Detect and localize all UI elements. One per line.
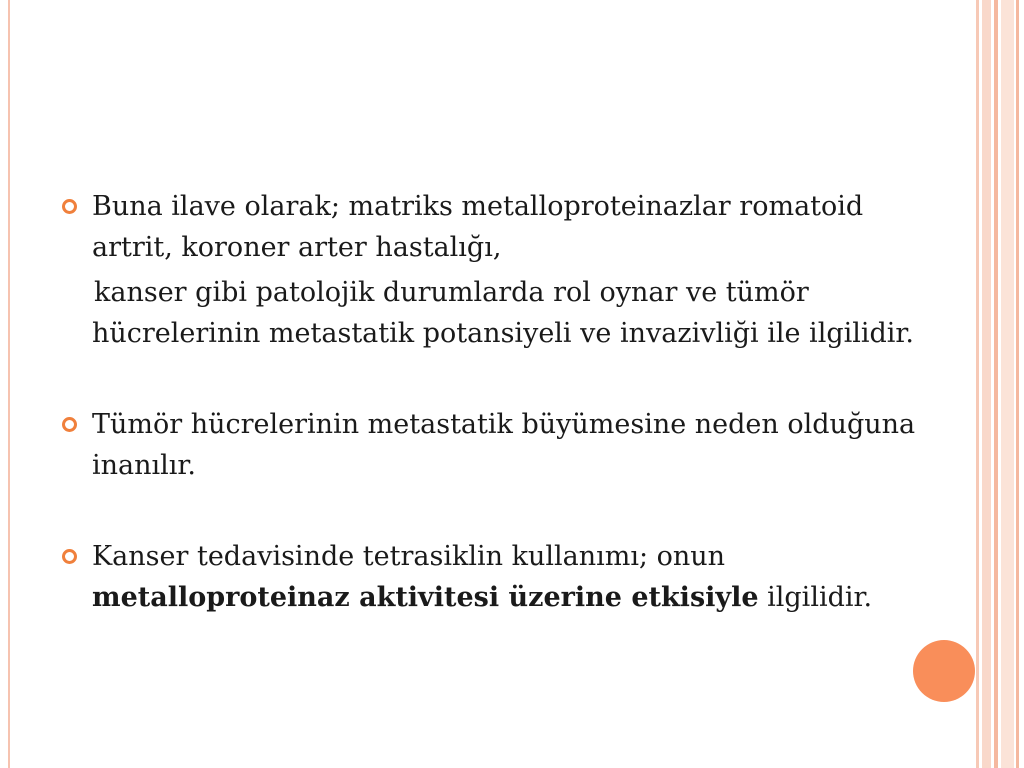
bullet-item	[62, 536, 922, 618]
accent-circle	[913, 640, 975, 702]
right-decor-stripe	[1001, 0, 1014, 768]
bullet-item	[62, 186, 922, 268]
bullet-text-end: ilgilidir.	[767, 582, 873, 613]
right-decor-stripe	[976, 0, 979, 768]
slide-body	[62, 186, 922, 618]
bullet-circle-icon	[62, 549, 77, 564]
bullet-text	[92, 536, 922, 618]
right-decor-stripe	[982, 0, 991, 768]
left-frame-line	[8, 0, 10, 768]
bullet-text: Buna ilave olarak; matriks metalloproteinazlar romatoid artrit, koroner arter hastalığı,	[92, 191, 864, 263]
right-decor-stripe	[994, 0, 998, 768]
right-decor-stripe	[1016, 0, 1019, 768]
bullet-continuation-text: kanser gibi patolojik durumlarda rol oynar ve tümör hücrelerinin metastatik potansiyeli ve invazivliği ile ilgilidir.	[92, 277, 914, 349]
bullet-circle-icon	[62, 417, 77, 432]
bullet-bold-text: metalloproteinaz aktivitesi üzerine etkisiyle	[92, 582, 759, 613]
bullet-text: Tümör hücrelerinin metastatik büyümesine neden olduğuna inanılır.	[92, 409, 916, 481]
bullet-circle-icon	[62, 199, 77, 214]
bullet-text-start: Kanser tedavisinde tetrasiklin kullanımı; onun	[92, 541, 726, 572]
bullet-item	[62, 404, 922, 486]
